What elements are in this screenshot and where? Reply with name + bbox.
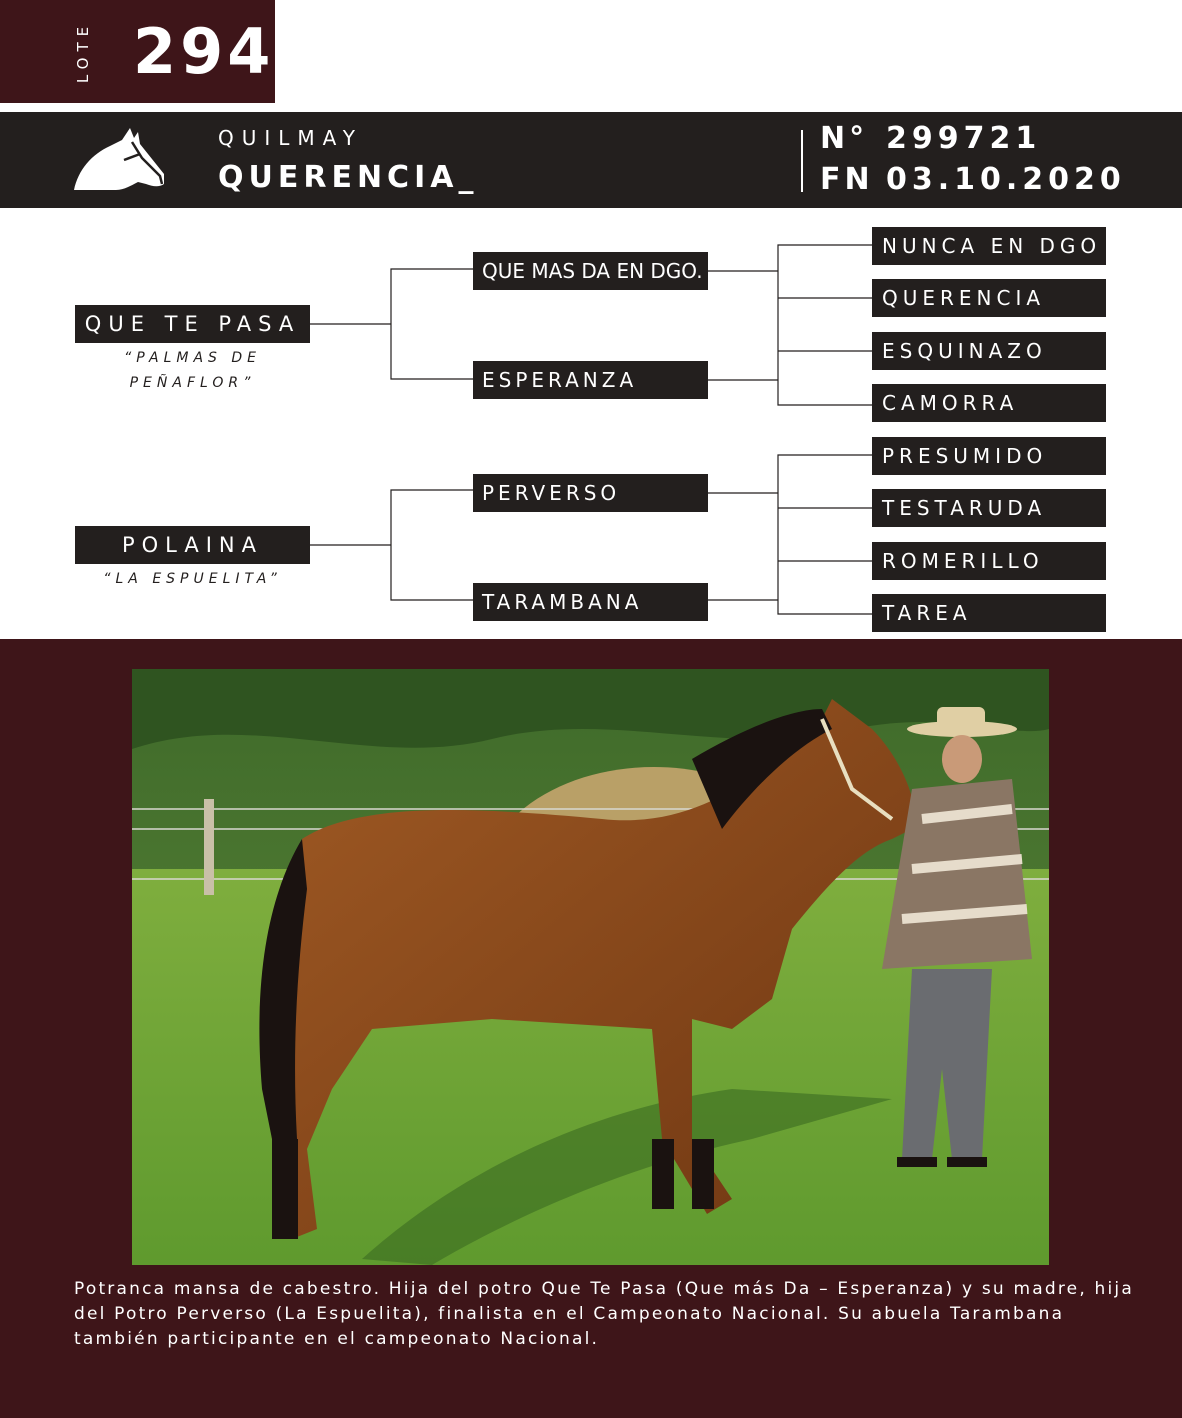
description-text: Potranca mansa de cabestro. Hija del potro Que Te Pasa (Que más Da – Esperanza) y su madre, hija del Potro Perverso (La Espuelita), finalista en el Campeonato Nacional. Su abuela Tarambana también participante en el campeonato Nacional. bbox=[74, 1279, 1134, 1349]
great-grandparent-box bbox=[872, 594, 1106, 632]
header-divider bbox=[801, 130, 803, 192]
grandparent-box bbox=[473, 361, 708, 399]
dam-name: POLAINA bbox=[121, 533, 263, 557]
sire-nickname-line2: PEÑAFLOR” bbox=[129, 375, 256, 391]
horse-name: QUERENCIA_ bbox=[218, 160, 479, 195]
horse-head-icon bbox=[72, 124, 168, 196]
grandparent-box bbox=[473, 583, 708, 621]
grandparent-box bbox=[473, 474, 708, 512]
lot-number: 294 bbox=[133, 15, 275, 88]
great-grandparent-box bbox=[872, 437, 1106, 475]
great-grandparent-name: PRESUMIDO bbox=[882, 444, 1048, 468]
great-grandparent-box bbox=[872, 384, 1106, 422]
great-grandparent-box bbox=[872, 279, 1106, 317]
grandparent-name: PERVERSO bbox=[482, 481, 621, 505]
sire-nickname-line1: “PALMAS DE bbox=[124, 350, 261, 366]
great-grandparent-name: TESTARUDA bbox=[882, 496, 1047, 520]
sire-box bbox=[75, 305, 310, 343]
birth-date: 03.10.2020 bbox=[886, 162, 1126, 197]
dam-nickname: “LA ESPUELITA” bbox=[103, 571, 282, 587]
great-grandparent-box bbox=[872, 227, 1106, 265]
lot-badge bbox=[0, 0, 275, 103]
great-grandparent-name: CAMORRA bbox=[882, 391, 1019, 415]
great-grandparent-name: NUNCA EN DGO bbox=[882, 234, 1102, 258]
sire-nickname bbox=[75, 346, 310, 396]
great-grandparent-name: TAREA bbox=[882, 601, 972, 625]
horse-photo bbox=[132, 669, 1049, 1265]
great-grandparent-name: ESQUINAZO bbox=[882, 339, 1047, 363]
great-grandparent-name: QUERENCIA bbox=[882, 286, 1046, 310]
great-grandparent-box bbox=[872, 542, 1106, 580]
lot-label: LOTE bbox=[74, 20, 92, 83]
dam-box bbox=[75, 526, 310, 564]
registry-label: N° bbox=[820, 121, 869, 156]
great-grandparent-box bbox=[872, 332, 1106, 370]
breeder-name: QUILMAY bbox=[218, 126, 364, 150]
birth-label: FN bbox=[820, 162, 874, 197]
registry-number: 299721 bbox=[886, 121, 1042, 156]
grandparent-name: TARAMBANA bbox=[482, 590, 643, 614]
great-grandparent-box bbox=[872, 489, 1106, 527]
grandparent-box bbox=[473, 252, 708, 290]
sire-name: QUE TE PASA bbox=[84, 312, 301, 336]
great-grandparent-name: ROMERILLO bbox=[882, 549, 1044, 573]
grandparent-name: ESPERANZA bbox=[482, 368, 638, 392]
grandparent-name: QUE MAS DA EN DGO. bbox=[482, 259, 703, 283]
